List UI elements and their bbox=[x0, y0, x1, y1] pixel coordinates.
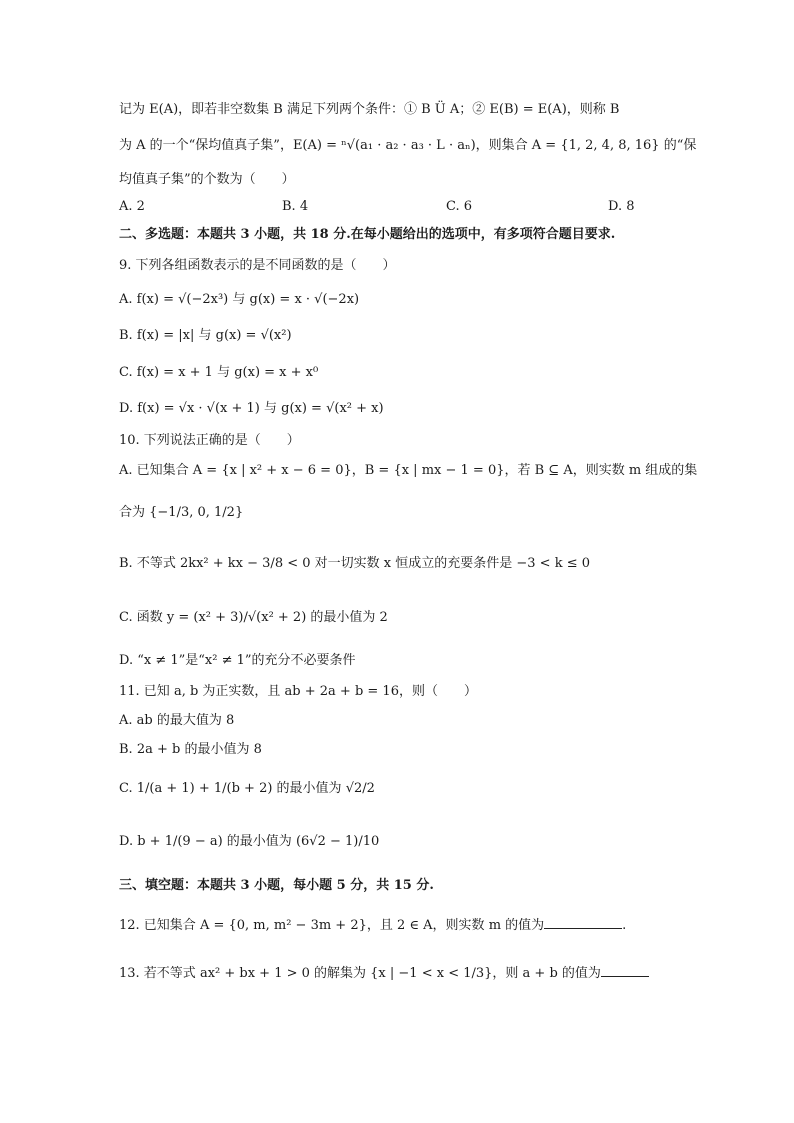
section-3-heading: 三、填空题：本题共 3 小题，每小题 5 分，共 15 分. bbox=[119, 878, 434, 893]
q8-line-2: 为 A 的一个“保均值真子集”，E(A) = ⁿ√(a₁ · a₂ · a₃ · L · aₙ)，则集合 A = {1, 2, 4, 8, 16} 的“保 bbox=[119, 138, 697, 153]
q8-option-a: A. 2 bbox=[119, 199, 145, 214]
q11-stem: 11. 已知 a, b 为正实数，且 ab + 2a + b = 16，则（ ） bbox=[119, 684, 477, 699]
q11-option-c: C. 1/(a + 1) + 1/(b + 2) 的最小值为 √2/2 bbox=[119, 781, 375, 796]
q10-stem: 10. 下列说法正确的是（ ） bbox=[119, 433, 300, 448]
q8-option-c: C. 6 bbox=[446, 199, 473, 214]
q10-option-c: C. 函数 y = (x² + 3)/√(x² + 2) 的最小值为 2 bbox=[119, 610, 388, 625]
q11-option-b: B. 2a + b 的最小值为 8 bbox=[119, 742, 262, 757]
q9-option-c: C. f(x) = x + 1 与 g(x) = x + x⁰ bbox=[119, 365, 319, 380]
q13 bbox=[119, 962, 649, 984]
section-2-heading: 二、多选题：本题共 3 小题，共 18 分.在每小题给出的选项中，有多项符合题目要求. bbox=[119, 227, 616, 242]
q10-option-d: D. “x ≠ 1”是“x² ≠ 1”的充分不必要条件 bbox=[119, 653, 356, 668]
q13-text: 13. 若不等式 ax² + bx + 1 > 0 的解集为 {x | −1 < x < 1/3}，则 a + b 的值为 bbox=[119, 966, 601, 981]
q11-option-a: A. ab 的最大值为 8 bbox=[119, 713, 235, 728]
q12 bbox=[119, 914, 626, 936]
q9-option-a: A. f(x) = √(−2x³) 与 g(x) = x · √(−2x) bbox=[119, 292, 360, 307]
q8-line-1: 记为 E(A)，即若非空数集 B 满足下列两个条件：① B Ü A；② E(B) = E(A)，则称 B bbox=[119, 102, 620, 117]
q12-answer-blank[interactable] bbox=[544, 914, 622, 929]
q12-text: 12. 已知集合 A = {0, m, m² − 3m + 2}，且 2 ∈ A，则实数 m 的值为 bbox=[119, 918, 545, 933]
q9-stem: 9. 下列各组函数表示的是不同函数的是（ ） bbox=[119, 258, 396, 273]
q8-option-b: B. 4 bbox=[282, 199, 309, 214]
q8-line-3: 均值真子集”的个数为（ ） bbox=[119, 172, 295, 187]
q12-tail: . bbox=[622, 918, 627, 933]
q10-option-a-line-2: 合为 {−1/3, 0, 1/2} bbox=[119, 505, 244, 520]
q10-option-b: B. 不等式 2kx² + kx − 3/8 < 0 对一切实数 x 恒成立的充要条件是 −3 < k ≤ 0 bbox=[119, 556, 591, 571]
q9-option-d: D. f(x) = √x · √(x + 1) 与 g(x) = √(x² + x) bbox=[119, 401, 384, 416]
q8-option-d: D. 8 bbox=[608, 199, 635, 214]
q9-option-b: B. f(x) = |x| 与 g(x) = √(x²) bbox=[119, 328, 292, 343]
q13-answer-blank[interactable] bbox=[601, 962, 649, 977]
q10-option-a-line-1: A. 已知集合 A = {x | x² + x − 6 = 0}，B = {x | mx − 1 = 0}，若 B ⊆ A，则实数 m 组成的集 bbox=[119, 463, 698, 478]
q11-option-d: D. b + 1/(9 − a) 的最小值为 (6√2 − 1)/10 bbox=[119, 834, 380, 849]
